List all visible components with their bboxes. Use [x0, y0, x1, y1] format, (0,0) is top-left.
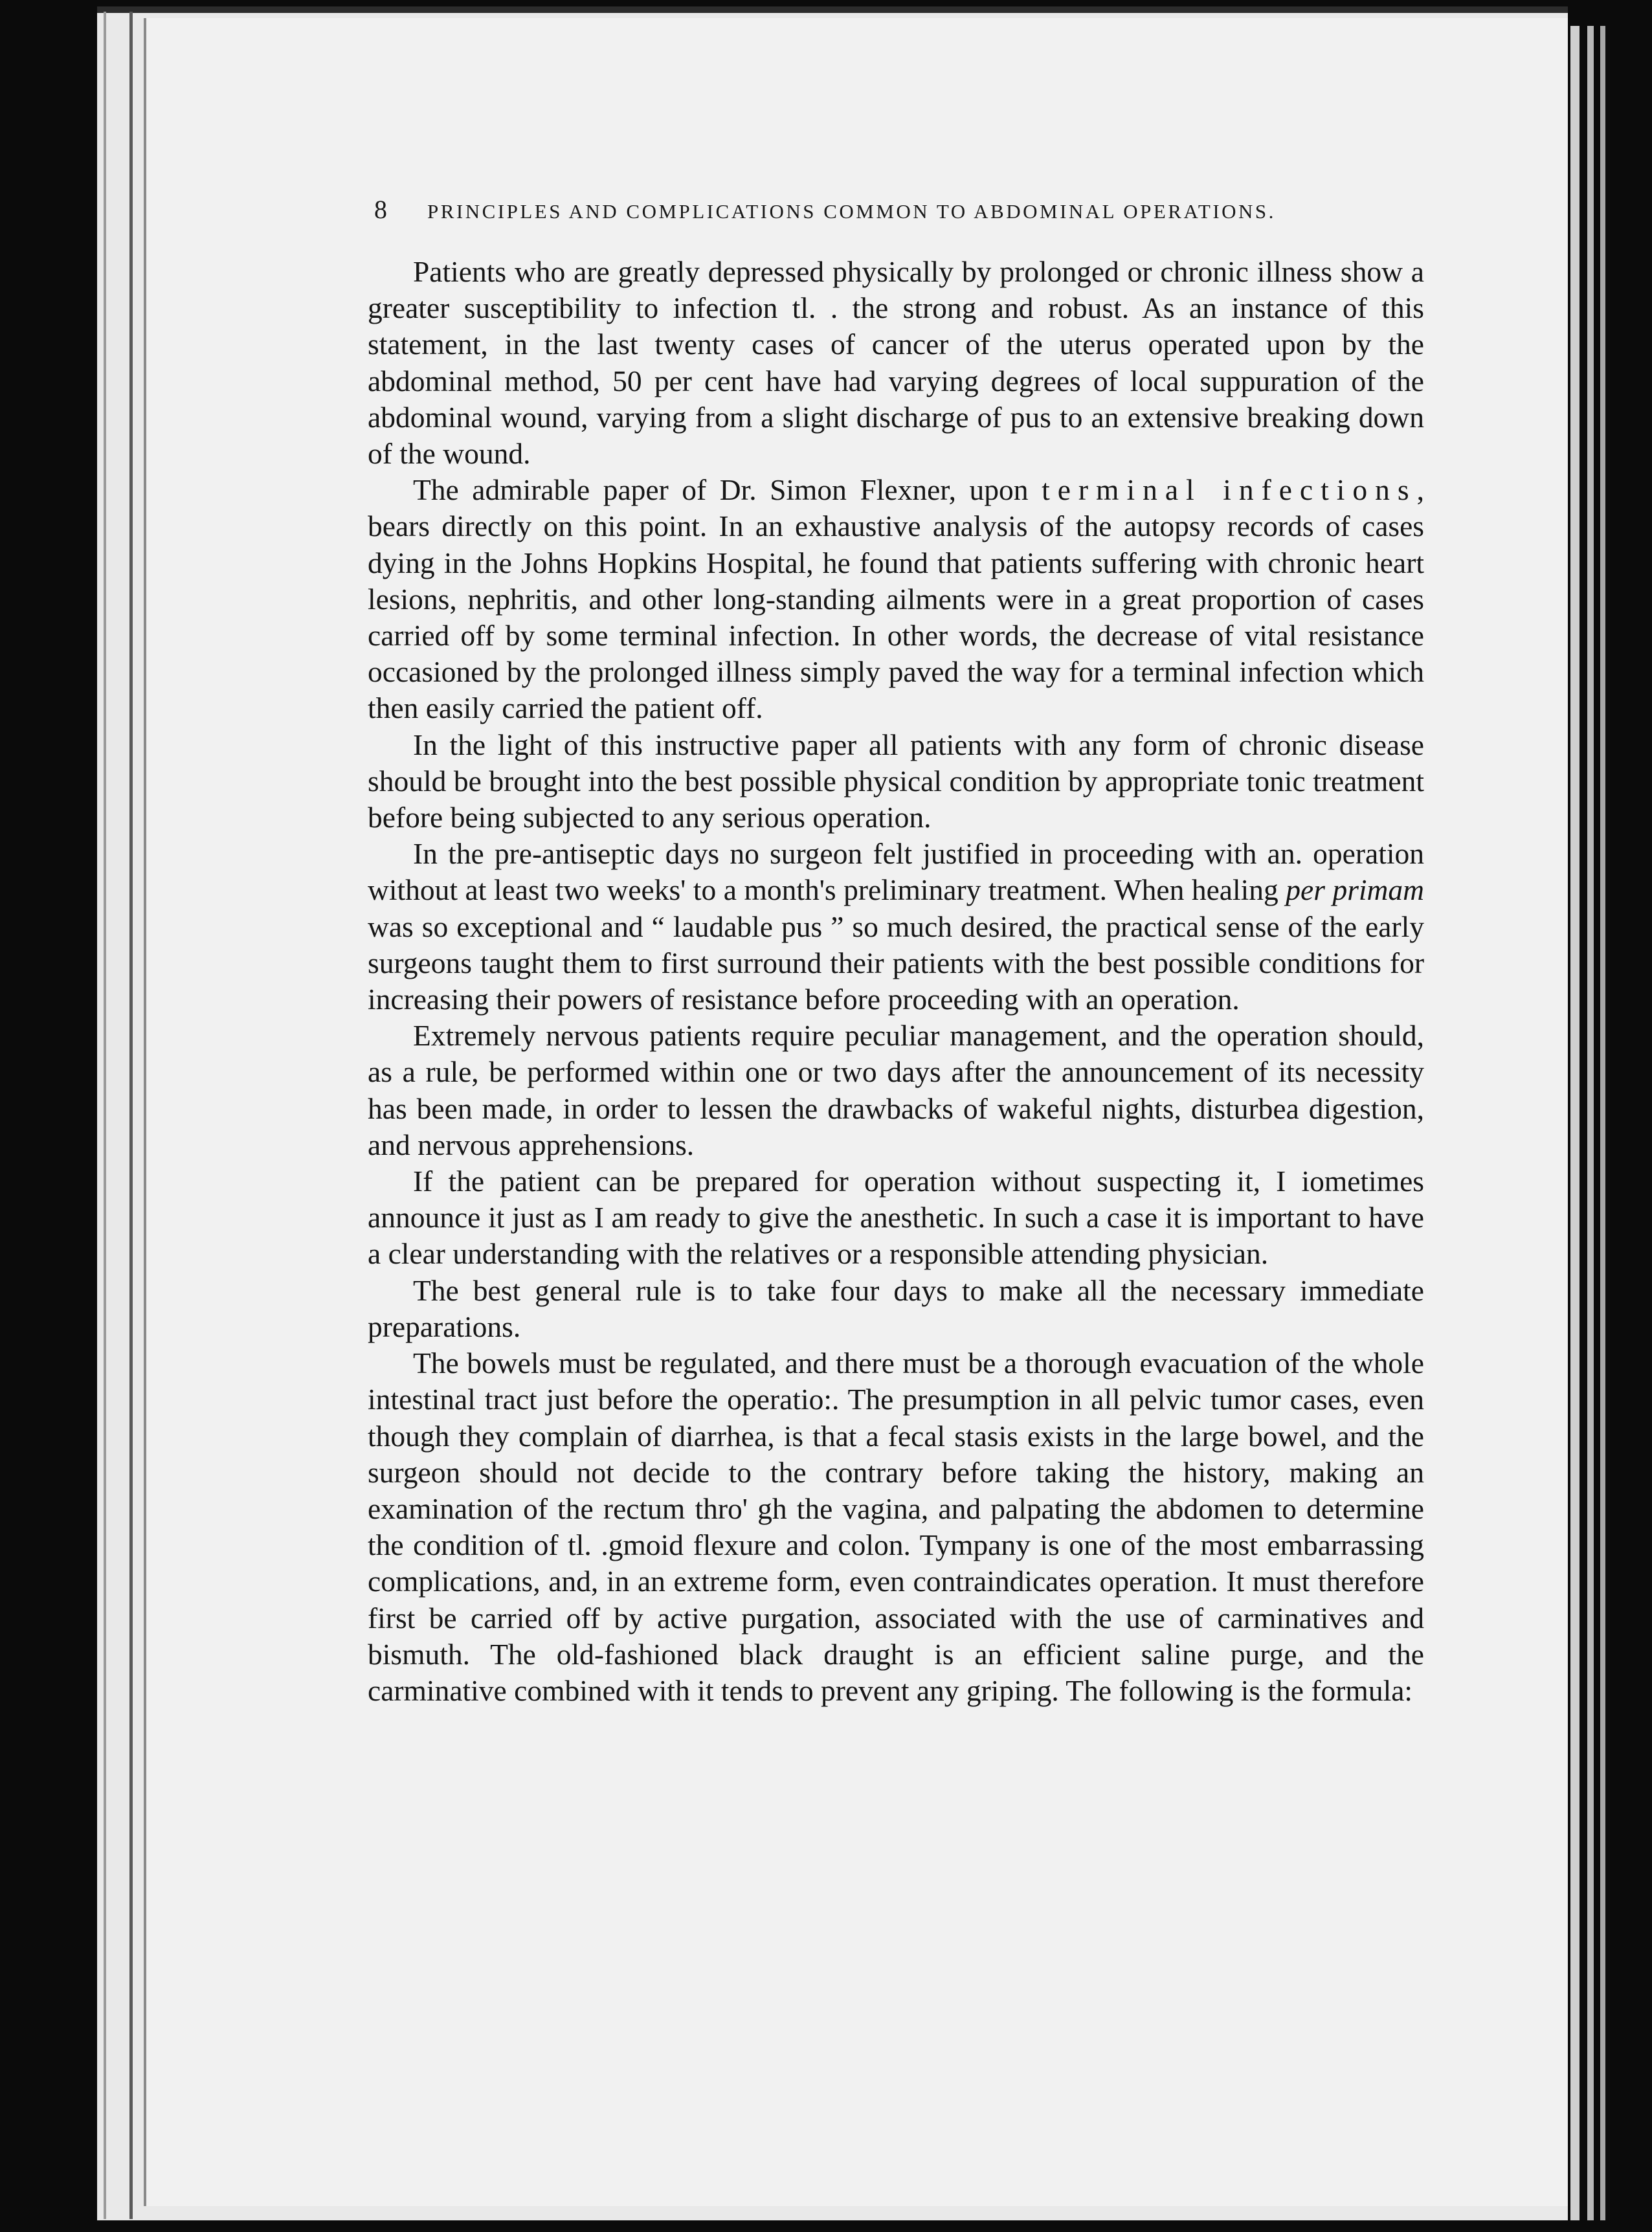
paragraph: The bowels must be regulated, and there must be a thorough evacuation of the whole intestinal tract just before the operatio:. The presumption in all pelvic tumor cases, even though they complain of diarrhea, is that a fecal stasis exists in the large bowel, and the surgeon should not decide to the contrary before taking the history, making an examination of the rectum thro' gh the vagina, and palpating the abdomen to determine the condition of tl. .gmoid flexure and colon. Tympany is one of the most embarrassing complications, and, in an extreme form, even contraindicates operation. It must therefore first be carried off by active purgation, associated with the use of carminatives and bismuth. The old-fashioned black draught is an efficient saline purge, and the carminative combined with it tends to prevent any griping. The following is the formula: [368, 1346, 1424, 1707]
paragraph: Patients who are greatly depressed physically by prolonged or chronic illness show a greater susceptibility to infection tl. . the strong and robust. As an instance of this statement, in the last twenty cases of cancer of the uterus operated upon by the abdominal method, 50 per cent have had varying degrees of local suppuration of the abdominal wound, varying from a slight discharge of pus to an extensive breaking down of the wound. [368, 255, 1424, 471]
right-page-edges [1568, 0, 1652, 2232]
italic-term: per primam [1286, 873, 1425, 907]
binding-edge [104, 12, 106, 2219]
paragraph: Extremely nervous patients require peculiar management, and the operation should, as a rule, be performed within one or two days after the announcement of its necessity has been made, in order to lessen the drawbacks of wakeful nights, disturbea digestion, and nervous apprehensions. [368, 1019, 1424, 1161]
paragraph: The best general rule is to take four days to make all the necessary immediate preparations. [368, 1273, 1424, 1343]
binding-edge [129, 12, 133, 2219]
paragraph: In the light of this instructive paper all patients with any form of chronic disease should be brought into the best possible physical condition by appropriate tonic treatment before being subjected to any serious operation. [368, 728, 1424, 834]
paragraph: If the patient can be prepared for operation without suspecting it, I iometimes announce it just as I am ready to give the anesthetic. In such a case it is important to have a clear understanding with the relatives or a responsible attending physician. [368, 1165, 1424, 1271]
running-header [374, 194, 1371, 225]
paragraph [368, 836, 1424, 1018]
page-edge-strip [1587, 26, 1594, 2220]
spaced-term: terminal infections [1042, 473, 1417, 507]
page-edge-strip [1600, 26, 1605, 2220]
paragraph-text: was so exceptional and “ laudable pus ” so much desired, the practical sense of the early surgeons taught them to first surround their patients with the best possible conditions for increasing their powers of resistance before proceeding with an operation. [368, 910, 1424, 1016]
paragraph [368, 472, 1424, 726]
page-number: 8 [374, 195, 387, 224]
binding-edge [144, 18, 146, 2206]
page-edge-strip [1570, 26, 1579, 2220]
top-shadow [97, 6, 1579, 13]
running-title: PRINCIPLES AND COMPLICATIONS COMMON TO ABDOMINAL OPERATIONS. [427, 200, 1276, 223]
paragraph-text: The admirable paper of Dr. Simon Flexner, upon [413, 473, 1042, 507]
body-text [368, 254, 1424, 1709]
paragraph-text: , bears directly on this point. In an exhaustive analysis of the autopsy records of cases dying in the Johns Hopkins Hospital, he found that patients suffering with chronic heart lesions, nephritis, and other long-standing ailments were in a great proportion of cases carried off by some terminal infection. In other words, the decrease of vital resistance occasioned by the prolonged illness simply paved the way for a terminal infection which then easily carried the patient off. [368, 473, 1424, 725]
paragraph-text: In the pre-antiseptic days no surgeon felt justified in proceeding with an. operation without at least two weeks' to a month's preliminary treatment. When healing [368, 837, 1424, 907]
